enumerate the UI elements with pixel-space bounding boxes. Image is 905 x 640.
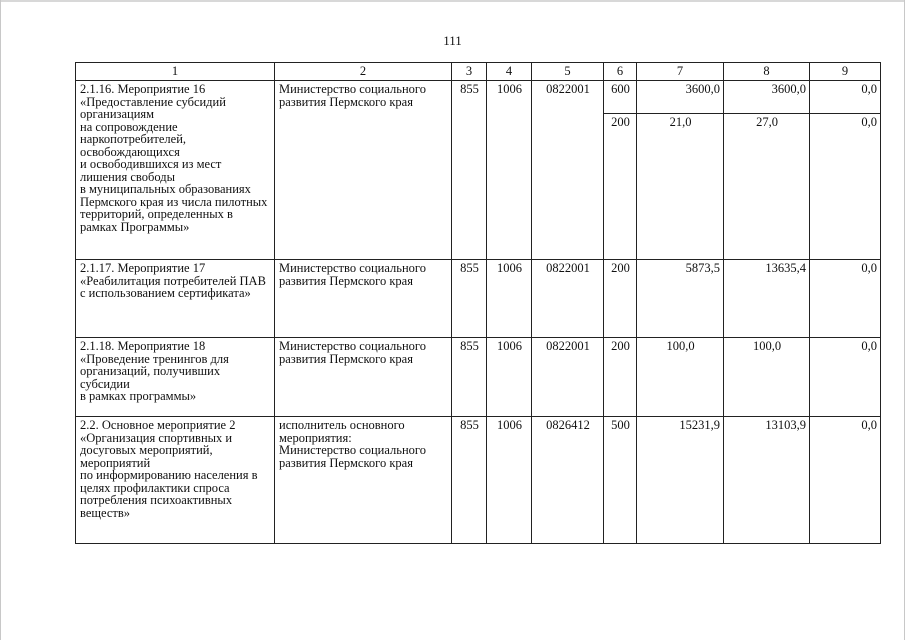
cell-col-8: 13103,9 <box>724 417 810 544</box>
cell-col-3: 855 <box>452 417 487 544</box>
cell-col-7: 15231,9 <box>637 417 724 544</box>
cell-col-6: 500 <box>604 417 637 544</box>
event-executor: Министерство социального развития Пермского края <box>275 338 452 417</box>
header-row <box>76 63 881 81</box>
cell-col-9: 0,0 <box>810 81 881 114</box>
table-row <box>76 81 881 114</box>
event-executor: Министерство социального развития Пермского края <box>275 81 452 260</box>
table-row <box>76 338 881 417</box>
cell-col-6: 200 <box>604 338 637 417</box>
cell-col-8: 27,0 <box>724 114 810 260</box>
cell-col-8: 13635,4 <box>724 260 810 338</box>
page-number: 111 <box>443 33 462 48</box>
cell-col-9: 0,0 <box>810 417 881 544</box>
cell-col-7: 21,0 <box>637 114 724 260</box>
cell-col-4: 1006 <box>487 417 532 544</box>
event-description: 2.1.18. Мероприятие 18 «Проведение тренингов для организаций, получивших субсидии в рамках программы» <box>76 338 275 417</box>
cell-col-7: 100,0 <box>637 338 724 417</box>
cell-col-9: 0,0 <box>810 114 881 260</box>
cell-col-5: 0822001 <box>532 81 604 260</box>
cell-col-9: 0,0 <box>810 338 881 417</box>
table-row <box>76 260 881 338</box>
cell-col-6: 200 <box>604 114 637 260</box>
cell-col-5: 0826412 <box>532 417 604 544</box>
cell-col-3: 855 <box>452 260 487 338</box>
event-description: 2.1.16. Мероприятие 16 «Предоставление субсидий организациям на сопровождение наркопотребителей, освобождающихся и освободившихся из мест лишения свободы в муниципальных образованиях Пермского края из числа пилотных территорий, определенных в рамках Программы» <box>76 81 275 260</box>
event-description: 2.1.17. Мероприятие 17 «Реабилитация потребителей ПАВ с использованием сертификата» <box>76 260 275 338</box>
cell-col-6: 600 <box>604 81 637 114</box>
header-col-7: 7 <box>637 63 724 81</box>
header-col-3: 3 <box>452 63 487 81</box>
header-col-4: 4 <box>487 63 532 81</box>
budget-table <box>75 62 881 544</box>
cell-col-4: 1006 <box>487 338 532 417</box>
cell-col-8: 100,0 <box>724 338 810 417</box>
cell-col-7: 5873,5 <box>637 260 724 338</box>
cell-col-3: 855 <box>452 338 487 417</box>
page-left-edge <box>0 0 1 640</box>
cell-col-4: 1006 <box>487 260 532 338</box>
header-col-5: 5 <box>532 63 604 81</box>
table-row <box>76 417 881 544</box>
event-description: 2.2. Основное мероприятие 2 «Организация спортивных и досуговых мероприятий, мероприятий по информированию населения в целях профилактики спроса потребления психоактивных веществ» <box>76 417 275 544</box>
header-col-9: 9 <box>810 63 881 81</box>
cell-col-5: 0822001 <box>532 260 604 338</box>
cell-col-9: 0,0 <box>810 260 881 338</box>
header-col-6: 6 <box>604 63 637 81</box>
header-col-8: 8 <box>724 63 810 81</box>
event-executor: Министерство социального развития Пермского края <box>275 260 452 338</box>
cell-col-8: 3600,0 <box>724 81 810 114</box>
cell-col-4: 1006 <box>487 81 532 260</box>
header-col-1: 1 <box>76 63 275 81</box>
page-top-edge <box>0 0 905 2</box>
cell-col-3: 855 <box>452 81 487 260</box>
header-col-2: 2 <box>275 63 452 81</box>
cell-col-6: 200 <box>604 260 637 338</box>
cell-col-7: 3600,0 <box>637 81 724 114</box>
event-executor: исполнитель основного мероприятия: Министерство социального развития Пермского края <box>275 417 452 544</box>
cell-col-5: 0822001 <box>532 338 604 417</box>
